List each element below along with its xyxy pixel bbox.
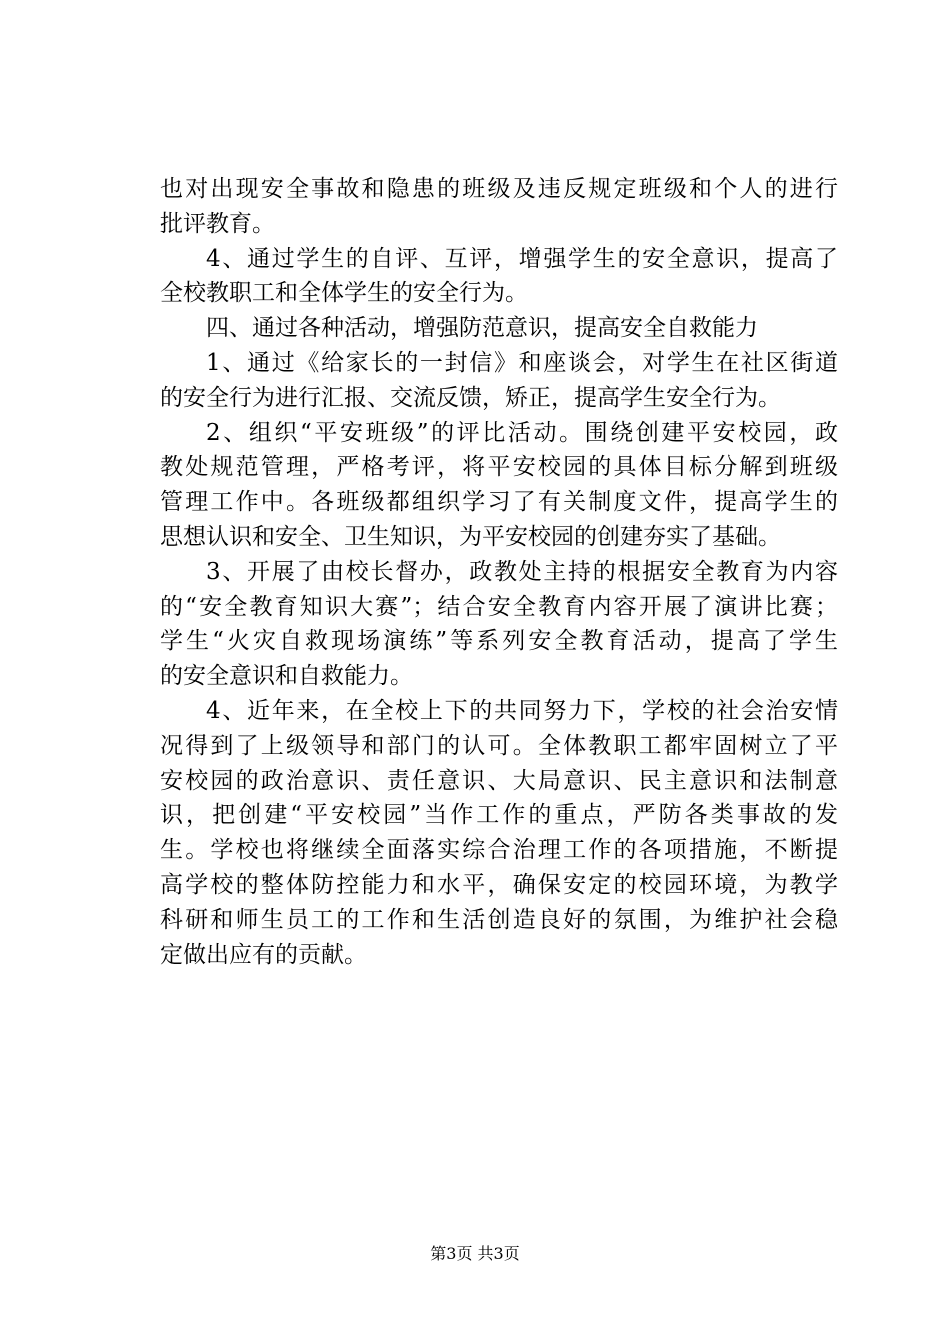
text-line: 教处规范管理，严格考评，将平安校园的具体目标分解到班级: [160, 454, 838, 481]
text-line: 高学校的整体防控能力和水平，确保安定的校园环境，为教学: [160, 871, 838, 898]
text-line: 学生“火灾自救现场演练”等系列安全教育活动，提高了学生: [160, 628, 838, 655]
text-line: 全校教职工和全体学生的安全行为。: [160, 280, 528, 307]
text-line: 的安全行为进行汇报、交流反馈，矫正，提高学生安全行为。: [160, 384, 781, 411]
text-line: 的“安全教育知识大赛”；结合安全教育内容开展了演讲比赛；: [160, 593, 838, 620]
text-line: 也对出现安全事故和隐患的班级及违反规定班级和个人的进行: [160, 176, 838, 202]
text-line: 批评教育。: [160, 210, 275, 237]
text-line: 4、通过学生的自评、互评，增强学生的安全意识，提高了: [206, 245, 838, 272]
section-heading: 四、通过各种活动，增强防范意识，提高安全自救能力: [206, 315, 758, 342]
text-line: 科研和师生员工的工作和生活创造良好的氛围，为维护社会稳: [160, 906, 838, 933]
text-line: 安校园的政治意识、责任意识、大局意识、民主意识和法制意: [160, 767, 838, 794]
text-line: 的安全意识和自救能力。: [160, 663, 413, 690]
text-line: 况得到了上级领导和部门的认可。全体教职工都牢固树立了平: [160, 732, 838, 759]
page-number-footer: 第3页 共3页: [430, 1244, 520, 1263]
text-line: 思想认识和安全、卫生知识，为平安校园的创建夯实了基础。: [160, 523, 781, 550]
text-line: 1、通过《给家长的一封信》和座谈会，对学生在社区街道: [206, 349, 838, 376]
text-line: 生。学校也将继续全面落实综合治理工作的各项措施，不断提: [160, 837, 838, 864]
text-line: 4、近年来，在全校上下的共同努力下，学校的社会治安情: [206, 697, 838, 724]
text-line: 2、组织“平安班级”的评比活动。围绕创建平安校园，政: [206, 419, 838, 446]
document-body: [160, 172, 838, 972]
text-line: 管理工作中。各班级都组织学习了有关制度文件，提高学生的: [160, 489, 838, 516]
text-line: 3、开展了由校长督办，政教处主持的根据安全教育为内容: [206, 558, 838, 585]
text-line: 识，把创建“平安校园”当作工作的重点，严防各类事故的发: [160, 802, 838, 829]
text-line: 定做出应有的贡献。: [160, 941, 367, 968]
